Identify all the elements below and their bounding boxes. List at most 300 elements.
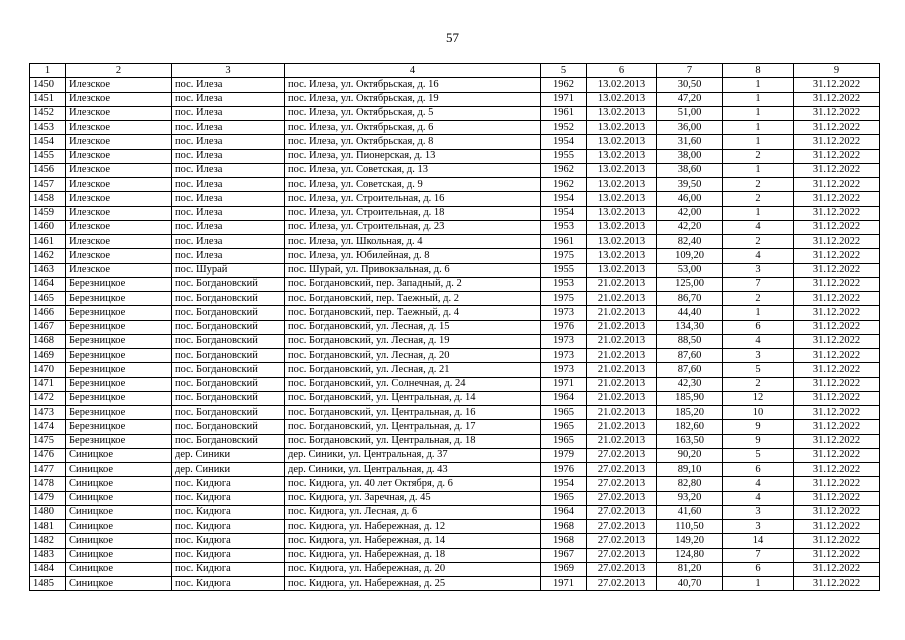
locality-cell: пос. Богдановский [172,334,285,348]
row-number-cell: 1485 [30,577,66,591]
residents-cell: 6 [723,320,794,334]
deadline-cell: 31.12.2022 [794,263,880,277]
residents-cell: 1 [723,206,794,220]
date-cell: 13.02.2013 [587,149,657,163]
row-number-cell: 1482 [30,534,66,548]
row-number-cell: 1478 [30,477,66,491]
table-row [30,548,880,562]
table-row [30,334,880,348]
area-cell: 185,90 [657,391,723,405]
deadline-cell: 31.12.2022 [794,78,880,92]
deadline-cell: 31.12.2022 [794,306,880,320]
address-cell: пос. Кидюга, ул. Лесная, д. 6 [285,505,541,519]
year-built-cell: 1971 [541,577,587,591]
locality-cell: пос. Илеза [172,192,285,206]
settlement-cell: Синицкое [66,448,172,462]
settlement-cell: Илезское [66,206,172,220]
address-cell: пос. Илеза, ул. Октябрьская, д. 16 [285,78,541,92]
locality-cell: дер. Синики [172,463,285,477]
address-cell: пос. Илеза, ул. Советская, д. 13 [285,163,541,177]
page-number: 57 [446,30,459,45]
date-cell: 27.02.2013 [587,463,657,477]
row-number-cell: 1462 [30,249,66,263]
table-row [30,235,880,249]
residents-cell: 4 [723,249,794,263]
settlement-cell: Березницкое [66,334,172,348]
locality-cell: пос. Кидюга [172,491,285,505]
row-number-cell: 1461 [30,235,66,249]
settlement-cell: Березницкое [66,420,172,434]
area-cell: 93,20 [657,491,723,505]
residents-cell: 1 [723,121,794,135]
table-row [30,534,880,548]
area-cell: 42,00 [657,206,723,220]
residents-cell: 2 [723,377,794,391]
locality-cell: пос. Богдановский [172,277,285,291]
area-cell: 44,40 [657,306,723,320]
row-number-cell: 1475 [30,434,66,448]
locality-cell: пос. Илеза [172,220,285,234]
year-built-cell: 1965 [541,406,587,420]
column-header: 4 [285,64,541,78]
column-header: 6 [587,64,657,78]
date-cell: 27.02.2013 [587,562,657,576]
date-cell: 21.02.2013 [587,320,657,334]
table-row [30,106,880,120]
table-row [30,448,880,462]
year-built-cell: 1967 [541,548,587,562]
settlement-cell: Березницкое [66,320,172,334]
residents-cell: 12 [723,391,794,405]
settlement-cell: Илезское [66,121,172,135]
residents-cell: 14 [723,534,794,548]
row-number-cell: 1452 [30,106,66,120]
year-built-cell: 1976 [541,463,587,477]
locality-cell: пос. Богдановский [172,306,285,320]
row-number-cell: 1457 [30,178,66,192]
date-cell: 13.02.2013 [587,263,657,277]
year-built-cell: 1965 [541,420,587,434]
area-cell: 82,80 [657,477,723,491]
address-cell: пос. Богдановский, ул. Центральная, д. 18 [285,434,541,448]
deadline-cell: 31.12.2022 [794,406,880,420]
year-built-cell: 1962 [541,163,587,177]
deadline-cell: 31.12.2022 [794,163,880,177]
year-built-cell: 1965 [541,434,587,448]
deadline-cell: 31.12.2022 [794,206,880,220]
year-built-cell: 1964 [541,505,587,519]
year-built-cell: 1954 [541,192,587,206]
table-row [30,121,880,135]
date-cell: 27.02.2013 [587,548,657,562]
row-number-cell: 1479 [30,491,66,505]
locality-cell: пос. Илеза [172,92,285,106]
residents-cell: 4 [723,491,794,505]
table-row [30,206,880,220]
residents-cell: 10 [723,406,794,420]
date-cell: 13.02.2013 [587,235,657,249]
row-number-cell: 1454 [30,135,66,149]
row-number-cell: 1481 [30,520,66,534]
year-built-cell: 1961 [541,235,587,249]
address-cell: пос. Богдановский, ул. Лесная, д. 15 [285,320,541,334]
column-header: 3 [172,64,285,78]
address-cell: пос. Илеза, ул. Октябрьская, д. 6 [285,121,541,135]
table-row [30,78,880,92]
column-header: 5 [541,64,587,78]
settlement-cell: Березницкое [66,292,172,306]
row-number-cell: 1464 [30,277,66,291]
locality-cell: пос. Кидюга [172,562,285,576]
area-cell: 182,60 [657,420,723,434]
deadline-cell: 31.12.2022 [794,377,880,391]
address-cell: пос. Илеза, ул. Школьная, д. 4 [285,235,541,249]
row-number-cell: 1483 [30,548,66,562]
deadline-cell: 31.12.2022 [794,320,880,334]
deadline-cell: 31.12.2022 [794,349,880,363]
year-built-cell: 1952 [541,121,587,135]
date-cell: 21.02.2013 [587,334,657,348]
table-row [30,505,880,519]
area-cell: 40,70 [657,577,723,591]
date-cell: 27.02.2013 [587,534,657,548]
deadline-cell: 31.12.2022 [794,277,880,291]
address-cell: пос. Кидюга, ул. Заречная, д. 45 [285,491,541,505]
area-cell: 125,00 [657,277,723,291]
address-cell: пос. Кидюга, ул. Набережная, д. 25 [285,577,541,591]
area-cell: 109,20 [657,249,723,263]
locality-cell: пос. Кидюга [172,548,285,562]
area-cell: 46,00 [657,192,723,206]
residents-cell: 7 [723,548,794,562]
settlement-cell: Синицкое [66,548,172,562]
deadline-cell: 31.12.2022 [794,420,880,434]
address-cell: пос. Кидюга, ул. Набережная, д. 18 [285,548,541,562]
deadline-cell: 31.12.2022 [794,121,880,135]
residents-cell: 3 [723,520,794,534]
date-cell: 21.02.2013 [587,406,657,420]
year-built-cell: 1968 [541,534,587,548]
year-built-cell: 1979 [541,448,587,462]
year-built-cell: 1955 [541,263,587,277]
locality-cell: пос. Илеза [172,206,285,220]
table-row [30,277,880,291]
table-row [30,491,880,505]
row-number-cell: 1480 [30,505,66,519]
address-cell: пос. Илеза, ул. Строительная, д. 16 [285,192,541,206]
locality-cell: пос. Богдановский [172,434,285,448]
column-header: 9 [794,64,880,78]
row-number-cell: 1477 [30,463,66,477]
settlement-cell: Илезское [66,192,172,206]
area-cell: 134,30 [657,320,723,334]
date-cell: 13.02.2013 [587,163,657,177]
table-row [30,363,880,377]
deadline-cell: 31.12.2022 [794,477,880,491]
deadline-cell: 31.12.2022 [794,220,880,234]
deadline-cell: 31.12.2022 [794,577,880,591]
area-cell: 185,20 [657,406,723,420]
locality-cell: пос. Илеза [172,249,285,263]
date-cell: 21.02.2013 [587,363,657,377]
deadline-cell: 31.12.2022 [794,249,880,263]
address-cell: пос. Богдановский, ул. Солнечная, д. 24 [285,377,541,391]
row-number-cell: 1468 [30,334,66,348]
address-cell: пос. Кидюга, ул. 40 лет Октября, д. 6 [285,477,541,491]
settlement-cell: Илезское [66,249,172,263]
deadline-cell: 31.12.2022 [794,391,880,405]
residents-cell: 3 [723,349,794,363]
address-cell: дер. Синики, ул. Центральная, д. 43 [285,463,541,477]
year-built-cell: 1976 [541,320,587,334]
area-cell: 38,00 [657,149,723,163]
area-cell: 89,10 [657,463,723,477]
date-cell: 13.02.2013 [587,220,657,234]
date-cell: 21.02.2013 [587,277,657,291]
area-cell: 42,20 [657,220,723,234]
address-cell: пос. Илеза, ул. Строительная, д. 18 [285,206,541,220]
table-row [30,292,880,306]
settlement-cell: Березницкое [66,434,172,448]
year-built-cell: 1968 [541,520,587,534]
settlement-cell: Илезское [66,163,172,177]
column-header: 2 [66,64,172,78]
address-cell: пос. Шурай, ул. Привокзальная, д. 6 [285,263,541,277]
year-built-cell: 1961 [541,106,587,120]
residents-cell: 1 [723,577,794,591]
row-number-cell: 1474 [30,420,66,434]
settlement-cell: Синицкое [66,477,172,491]
row-number-cell: 1469 [30,349,66,363]
row-number-cell: 1463 [30,263,66,277]
date-cell: 21.02.2013 [587,391,657,405]
settlement-cell: Березницкое [66,391,172,405]
row-number-cell: 1470 [30,363,66,377]
date-cell: 27.02.2013 [587,491,657,505]
date-cell: 27.02.2013 [587,505,657,519]
deadline-cell: 31.12.2022 [794,434,880,448]
locality-cell: пос. Богдановский [172,320,285,334]
table-row [30,306,880,320]
locality-cell: пос. Богдановский [172,292,285,306]
residents-cell: 2 [723,192,794,206]
date-cell: 13.02.2013 [587,192,657,206]
residents-cell: 5 [723,363,794,377]
area-cell: 124,80 [657,548,723,562]
area-cell: 149,20 [657,534,723,548]
header-row [30,64,880,78]
date-cell: 21.02.2013 [587,349,657,363]
address-cell: пос. Богдановский, ул. Центральная, д. 14 [285,391,541,405]
table-row [30,320,880,334]
residents-cell: 2 [723,292,794,306]
locality-cell: дер. Синики [172,448,285,462]
year-built-cell: 1955 [541,149,587,163]
table-row [30,135,880,149]
deadline-cell: 31.12.2022 [794,149,880,163]
table-row [30,377,880,391]
date-cell: 21.02.2013 [587,306,657,320]
locality-cell: пос. Илеза [172,106,285,120]
year-built-cell: 1973 [541,306,587,320]
settlement-cell: Березницкое [66,406,172,420]
deadline-cell: 31.12.2022 [794,106,880,120]
column-header: 8 [723,64,794,78]
row-number-cell: 1455 [30,149,66,163]
settlement-cell: Березницкое [66,377,172,391]
residents-cell: 2 [723,178,794,192]
address-cell: пос. Илеза, ул. Юбилейная, д. 8 [285,249,541,263]
year-built-cell: 1973 [541,334,587,348]
year-built-cell: 1964 [541,391,587,405]
year-built-cell: 1975 [541,292,587,306]
row-number-cell: 1459 [30,206,66,220]
row-number-cell: 1460 [30,220,66,234]
date-cell: 13.02.2013 [587,92,657,106]
locality-cell: пос. Богдановский [172,420,285,434]
residents-cell: 3 [723,505,794,519]
area-cell: 31,60 [657,135,723,149]
area-cell: 90,20 [657,448,723,462]
area-cell: 82,40 [657,235,723,249]
date-cell: 13.02.2013 [587,135,657,149]
address-cell: пос. Илеза, ул. Октябрьская, д. 8 [285,135,541,149]
settlement-cell: Березницкое [66,363,172,377]
row-number-cell: 1458 [30,192,66,206]
area-cell: 41,60 [657,505,723,519]
year-built-cell: 1973 [541,363,587,377]
settlement-cell: Илезское [66,263,172,277]
residents-cell: 9 [723,420,794,434]
settlement-cell: Березницкое [66,306,172,320]
residents-cell: 1 [723,135,794,149]
row-number-cell: 1456 [30,163,66,177]
settlement-cell: Синицкое [66,505,172,519]
residents-cell: 1 [723,106,794,120]
residents-cell: 5 [723,448,794,462]
year-built-cell: 1954 [541,135,587,149]
deadline-cell: 31.12.2022 [794,562,880,576]
date-cell: 27.02.2013 [587,477,657,491]
residents-cell: 4 [723,334,794,348]
row-number-cell: 1476 [30,448,66,462]
address-cell: пос. Илеза, ул. Советская, д. 9 [285,178,541,192]
date-cell: 27.02.2013 [587,577,657,591]
address-cell: пос. Богдановский, пер. Таежный, д. 2 [285,292,541,306]
year-built-cell: 1971 [541,92,587,106]
table-row [30,178,880,192]
settlement-cell: Березницкое [66,277,172,291]
table-row [30,263,880,277]
residents-cell: 1 [723,92,794,106]
table-row [30,406,880,420]
area-cell: 86,70 [657,292,723,306]
area-cell: 30,50 [657,78,723,92]
deadline-cell: 31.12.2022 [794,534,880,548]
year-built-cell: 1953 [541,220,587,234]
settlement-cell: Илезское [66,235,172,249]
deadline-cell: 31.12.2022 [794,292,880,306]
settlement-cell: Синицкое [66,577,172,591]
settlement-cell: Илезское [66,106,172,120]
date-cell: 27.02.2013 [587,520,657,534]
deadline-cell: 31.12.2022 [794,448,880,462]
year-built-cell: 1962 [541,178,587,192]
row-number-cell: 1465 [30,292,66,306]
locality-cell: пос. Кидюга [172,520,285,534]
settlement-cell: Илезское [66,178,172,192]
residents-cell: 7 [723,277,794,291]
table-row [30,463,880,477]
table-row [30,391,880,405]
column-header: 7 [657,64,723,78]
table-row [30,163,880,177]
date-cell: 13.02.2013 [587,106,657,120]
deadline-cell: 31.12.2022 [794,491,880,505]
area-cell: 39,50 [657,178,723,192]
deadline-cell: 31.12.2022 [794,235,880,249]
settlement-cell: Синицкое [66,520,172,534]
locality-cell: пос. Кидюга [172,505,285,519]
date-cell: 13.02.2013 [587,178,657,192]
settlement-cell: Синицкое [66,463,172,477]
address-cell: пос. Богдановский, ул. Центральная, д. 17 [285,420,541,434]
locality-cell: пос. Илеза [172,163,285,177]
address-cell: пос. Богдановский, пер. Таежный, д. 4 [285,306,541,320]
locality-cell: пос. Кидюга [172,577,285,591]
housing-registry-table [29,63,880,591]
residents-cell: 1 [723,306,794,320]
date-cell: 13.02.2013 [587,121,657,135]
area-cell: 36,00 [657,121,723,135]
row-number-cell: 1472 [30,391,66,405]
locality-cell: пос. Илеза [172,149,285,163]
address-cell: пос. Кидюга, ул. Набережная, д. 12 [285,520,541,534]
deadline-cell: 31.12.2022 [794,363,880,377]
locality-cell: пос. Илеза [172,178,285,192]
address-cell: пос. Богдановский, ул. Центральная, д. 16 [285,406,541,420]
residents-cell: 1 [723,163,794,177]
locality-cell: пос. Илеза [172,235,285,249]
row-number-cell: 1451 [30,92,66,106]
residents-cell: 6 [723,463,794,477]
year-built-cell: 1954 [541,206,587,220]
area-cell: 88,50 [657,334,723,348]
table-row [30,349,880,363]
residents-cell: 4 [723,220,794,234]
deadline-cell: 31.12.2022 [794,92,880,106]
area-cell: 42,30 [657,377,723,391]
area-cell: 87,60 [657,349,723,363]
locality-cell: пос. Богдановский [172,349,285,363]
locality-cell: пос. Кидюга [172,534,285,548]
area-cell: 87,60 [657,363,723,377]
address-cell: пос. Богдановский, ул. Лесная, д. 20 [285,349,541,363]
deadline-cell: 31.12.2022 [794,192,880,206]
year-built-cell: 1965 [541,491,587,505]
deadline-cell: 31.12.2022 [794,463,880,477]
locality-cell: пос. Илеза [172,78,285,92]
deadline-cell: 31.12.2022 [794,505,880,519]
address-cell: пос. Богдановский, пер. Западный, д. 2 [285,277,541,291]
locality-cell: пос. Шурай [172,263,285,277]
settlement-cell: Илезское [66,220,172,234]
settlement-cell: Березницкое [66,349,172,363]
date-cell: 13.02.2013 [587,249,657,263]
locality-cell: пос. Илеза [172,135,285,149]
residents-cell: 2 [723,235,794,249]
area-cell: 51,00 [657,106,723,120]
